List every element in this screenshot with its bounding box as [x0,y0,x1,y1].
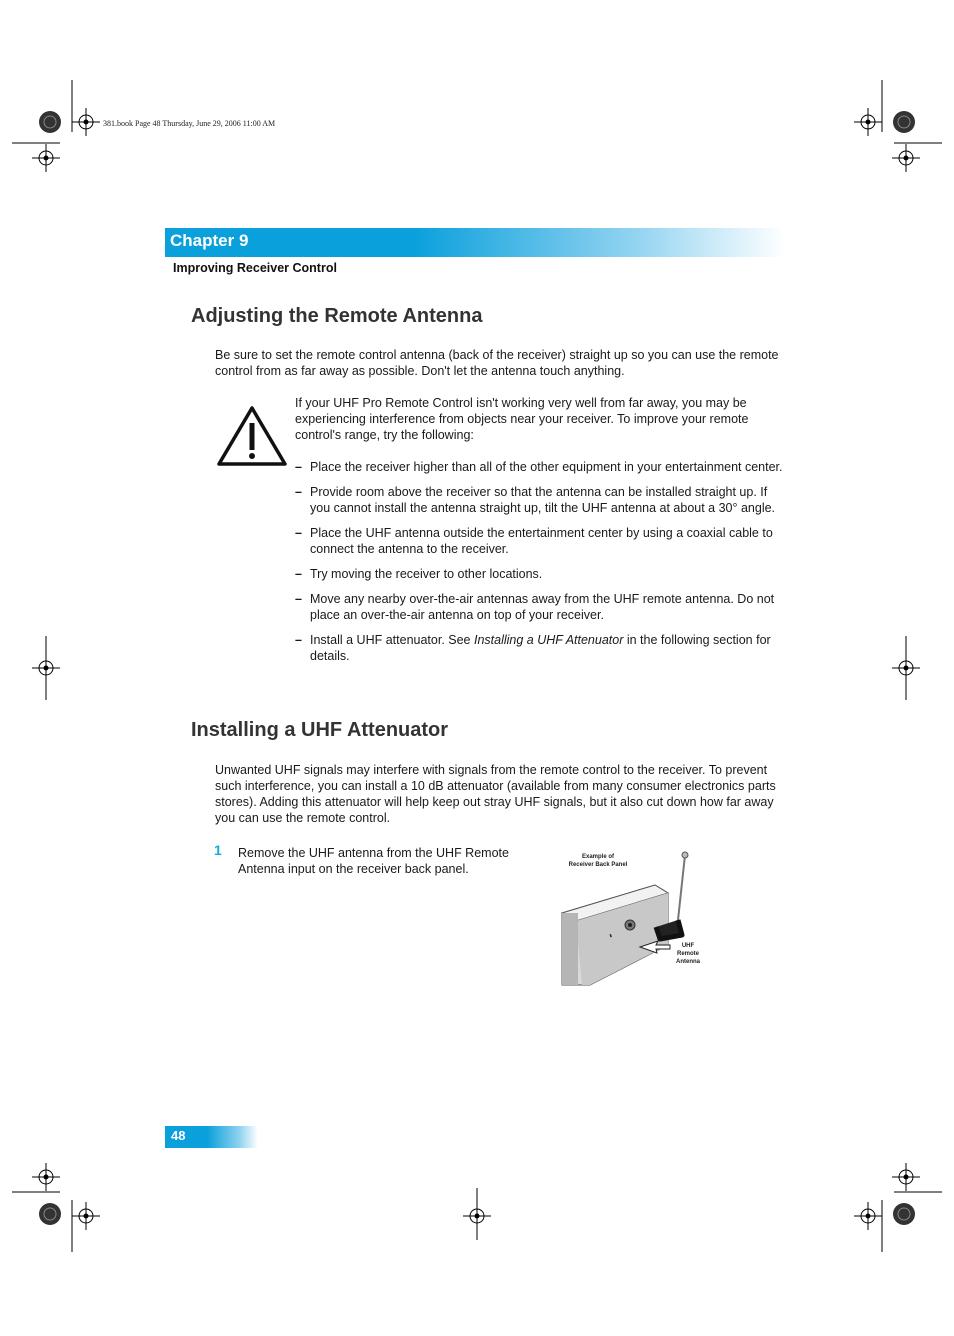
step-text: Remove the UHF antenna from the UHF Remote Antenna input on the receiver back panel. [238,846,509,876]
list-item: – Move any nearby over-the-air antennas away from the UHF remote antenna. Do not place an over-the-air antenna on top of your receiver. [295,592,775,622]
receiver-back-panel-illustration [560,845,710,987]
section-heading-installing: Installing a UHF Attenuator [191,719,449,741]
list-item: – Place the receiver higher than all of the other equipment in your entertainment center. [295,460,783,474]
panel-connector-label: ▮ [608,932,613,938]
page-number: 48 [171,1128,186,1143]
figure-label-side-3: Antenna [676,959,700,965]
cross-reference-link: Installing a UHF Attenuator [473,633,624,647]
chapter-subheading: Improving Receiver Control [173,261,337,275]
list-item-text-after: in the following section for details. [310,633,771,663]
section1-intro: Be sure to set the remote control antenna (back of the receiver) straight up so you can use the remote control from as far away as possible. Don't let the antenna touch anything. [215,348,779,378]
list-item: – Place the UHF antenna outside the entertainment center by using a coaxial cable to connect the antenna to the receiver. [295,526,773,556]
tips-list [295,459,790,673]
step-number: 1 [214,842,222,858]
figure-label-top-2: Receiver Back Panel [568,862,628,868]
list-item: – Provide room above the receiver so that the antenna can be installed straight up. If you cannot install the antenna straight up, tilt the UHF antenna at about a 30° angle. [295,485,776,515]
registration-mark-icon [32,108,920,1240]
list-item-text: Place the UHF antenna outside the entertainment center by using a coaxial cable to connect the antenna to the receiver. [310,526,773,556]
print-header: 381.book Page 48 Thursday, June 29, 2006 11:00 AM [103,119,276,128]
figure-label-side-1: UHF [681,943,695,949]
figure-label-side-2: Remote [676,951,700,957]
list-item-text-before: Install a UHF attenuator. See [310,633,474,647]
section-heading-adjusting: Adjusting the Remote Antenna [191,305,483,327]
list-item-text: Move any nearby over-the-air antennas away from the UHF remote antenna. Do not place an over-the-air antenna on top of your receiver. [310,592,775,622]
list-item: – Try moving the receiver to other locations. [295,567,543,581]
warning-text: If your UHF Pro Remote Control isn't working very well from far away, you may be experiencing interference from objects near your receiver. To improve your remote control's range, try the following: [295,396,749,442]
section2-intro: Unwanted UHF signals may interfere with signals from the remote control to the receiver. To prevent such interference, you can install a 10 dB attenuator (available from many consumer electronics parts stores). Adding this attenuator will help keep out stray UHF signals, but it also cut down how far away you can use the remote control. [215,763,776,825]
warning-triangle-icon [216,405,288,467]
chapter-title: Chapter 9 [170,231,249,250]
chapter-banner [165,228,785,257]
list-item: – Install a UHF attenuator. See Installing a UHF Attenuator in the following section for details. [295,633,771,663]
list-item-text: Place the receiver higher than all of the other equipment in your entertainment center. [310,460,783,474]
list-item-text: Provide room above the receiver so that the antenna can be installed straight up. If you cannot install the antenna straight up, tilt the UHF antenna at about a 30° angle. [310,485,776,515]
list-item-text: Try moving the receiver to other locations. [310,567,543,581]
figure-label-top-1: Example of [581,854,615,860]
